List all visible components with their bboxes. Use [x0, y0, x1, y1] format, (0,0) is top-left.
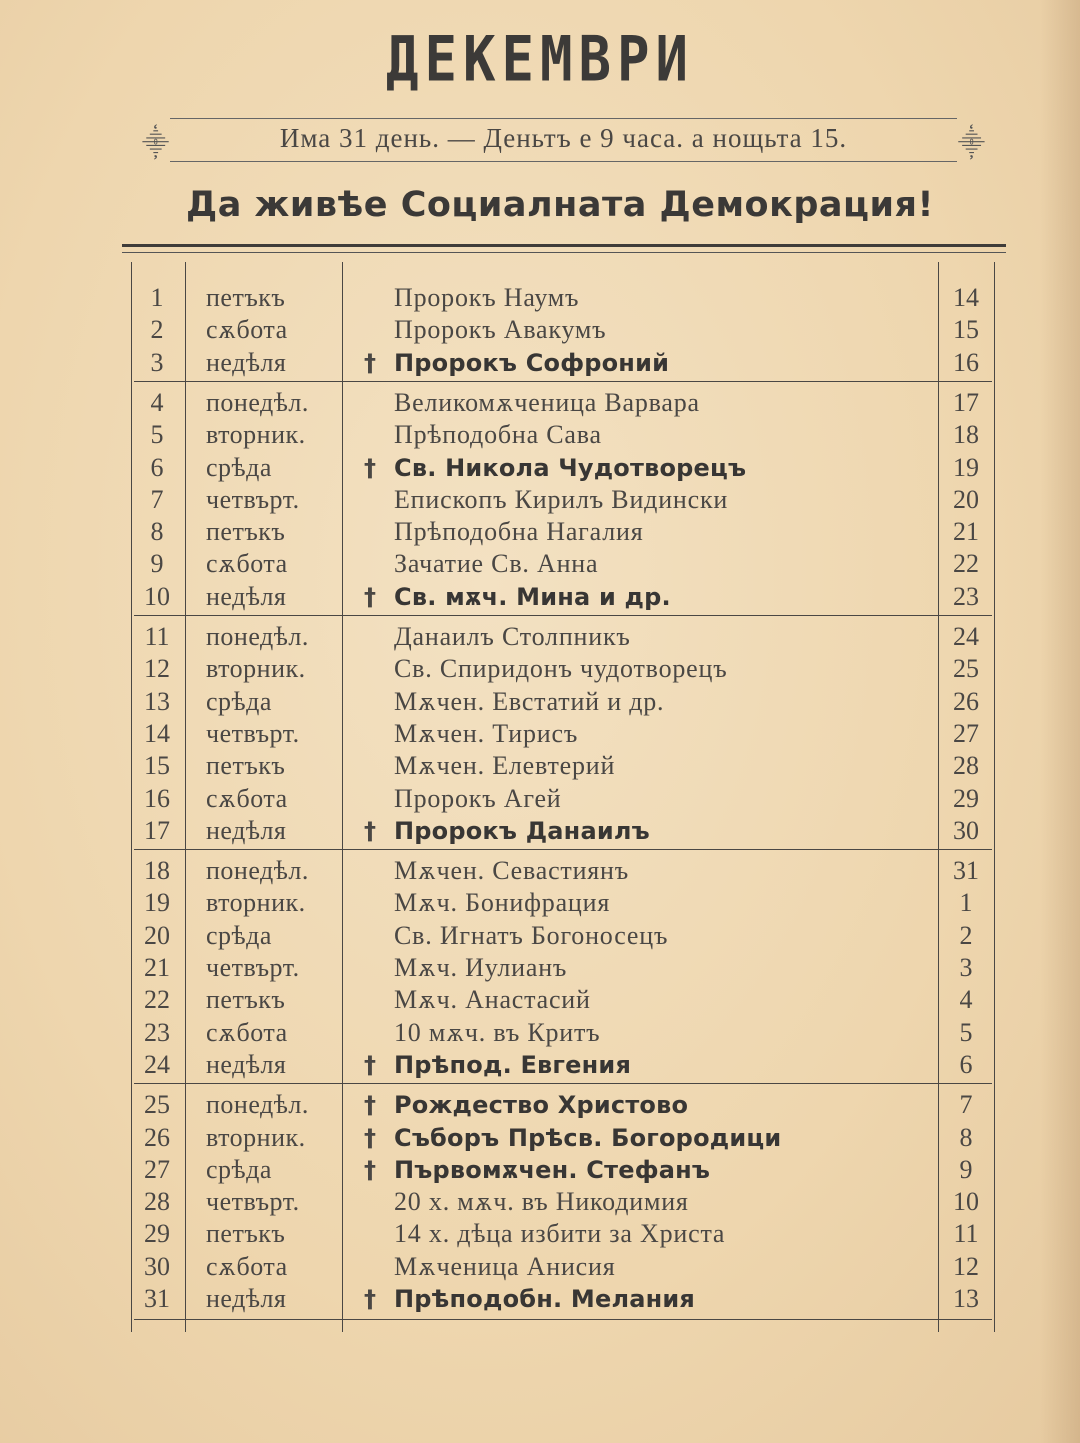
- old-style-date: 23: [953, 581, 979, 611]
- calendar-row: [128, 1251, 998, 1283]
- week-divider: [134, 849, 992, 850]
- day-number: 7: [150, 484, 164, 514]
- calendar-row: [128, 282, 998, 314]
- right-ornament-icon: ⸎: [957, 129, 985, 159]
- day-number: 26: [144, 1122, 170, 1152]
- saint-name: 14 х. дѣца избити за Христа: [394, 1219, 726, 1249]
- old-style-date: 19: [953, 452, 979, 482]
- old-style-date: 22: [953, 549, 979, 579]
- weekday: вторник.: [206, 888, 306, 918]
- weekday: недѣля: [206, 815, 287, 845]
- calendar-row: [128, 920, 998, 952]
- old-style-date: 18: [953, 420, 979, 450]
- weekday: четвърт.: [206, 953, 300, 982]
- day-number: 14: [144, 718, 170, 748]
- old-style-date: 4: [959, 985, 973, 1015]
- day-number: 8: [150, 517, 164, 547]
- day-number: 27: [144, 1154, 170, 1184]
- weekday: недѣля: [206, 581, 287, 611]
- day-number: 30: [144, 1251, 170, 1281]
- old-style-date: 29: [953, 783, 979, 813]
- old-style-date: 10: [953, 1187, 979, 1217]
- day-number: 20: [144, 920, 170, 950]
- old-style-date: 8: [959, 1122, 973, 1152]
- day-number: 22: [144, 985, 170, 1015]
- calendar-row: [128, 783, 998, 815]
- day-number: 6: [150, 452, 164, 482]
- day-number: 12: [144, 654, 170, 684]
- weekday: срѣда: [206, 1154, 272, 1184]
- weekday: срѣда: [206, 920, 272, 950]
- saint-name: Съборъ Прѣсв. Богородици: [394, 1123, 782, 1152]
- calendar-row: [128, 419, 998, 451]
- calendar-row: [128, 984, 998, 1016]
- saint-name: Пророкъ Авакумъ: [394, 315, 607, 345]
- day-number: 9: [150, 549, 164, 579]
- month-info-text: Има 31 день. — Деньтъ е 9 часа. а нощьта 15.: [279, 123, 848, 153]
- old-style-date: 14: [953, 283, 979, 312]
- slogan-rule-thick: [122, 244, 1006, 247]
- day-number: 15: [144, 751, 170, 781]
- day-number: 24: [144, 1049, 170, 1079]
- day-number: 23: [144, 1017, 170, 1047]
- calendar-row: [128, 887, 998, 919]
- old-style-date: 11: [953, 1219, 979, 1249]
- cross-icon: †: [364, 1155, 376, 1184]
- day-number: 16: [144, 783, 170, 813]
- old-style-date: 30: [953, 815, 979, 845]
- day-number: 29: [144, 1219, 170, 1249]
- cross-icon: †: [364, 1123, 376, 1152]
- old-style-date: 21: [953, 517, 979, 547]
- day-number: 21: [144, 953, 170, 982]
- info-rule-top: [170, 118, 957, 119]
- weekday: четвърт.: [206, 1187, 300, 1217]
- saint-name: Мѫч. Бонифрация: [394, 888, 611, 918]
- calendar-row: [128, 1283, 998, 1315]
- calendar-row: [128, 548, 998, 580]
- weekday: недѣля: [206, 1049, 287, 1079]
- old-style-date: 9: [959, 1154, 973, 1184]
- old-style-date: 5: [959, 1017, 973, 1047]
- weekday: петъкъ: [206, 517, 286, 547]
- calendar-row: [128, 1186, 998, 1218]
- saint-name: Св. Никола Чудотворецъ: [394, 453, 747, 482]
- info-rule-bottom: [170, 161, 957, 162]
- weekday: понедѣл.: [206, 622, 309, 651]
- saint-name: 10 мѫч. въ Критъ: [394, 1017, 601, 1047]
- saint-name: Св. мѫч. Мина и др.: [394, 582, 671, 611]
- old-style-date: 7: [959, 1090, 973, 1120]
- cross-icon: †: [364, 453, 376, 482]
- weekday: вторник.: [206, 654, 306, 684]
- weekday: недѣля: [206, 347, 287, 377]
- week-divider: [134, 615, 992, 616]
- calendar-row: [128, 686, 998, 718]
- weekday: четвърт.: [206, 484, 300, 514]
- day-number: 11: [144, 622, 170, 651]
- calendar-row: [128, 314, 998, 346]
- saint-name: Прѣпод. Евгения: [394, 1050, 632, 1079]
- weekday: петъкъ: [206, 1219, 286, 1249]
- day-number: 3: [150, 347, 164, 377]
- calendar-row: [128, 1154, 998, 1186]
- cross-icon: †: [364, 582, 376, 611]
- day-number: 5: [150, 420, 164, 450]
- left-ornament-icon: ⸎: [142, 129, 170, 159]
- day-number: 1: [150, 283, 164, 312]
- calendar-row: [128, 855, 998, 887]
- weekday: сѫбота: [206, 1017, 288, 1047]
- old-style-date: 12: [953, 1251, 979, 1281]
- saint-name: Св. Спиридонъ чудотворецъ: [394, 654, 728, 684]
- saint-name: Първомѫчен. Стефанъ: [394, 1155, 711, 1184]
- weekday: вторник.: [206, 1122, 306, 1152]
- saint-name: Великомѫченица Варвара: [394, 387, 700, 417]
- calendar-row: [128, 750, 998, 782]
- old-style-date: 17: [953, 387, 979, 417]
- saint-name: Мѫчен. Севастиянъ: [394, 856, 630, 886]
- week-divider: [134, 1083, 992, 1084]
- weekday: недѣля: [206, 1284, 287, 1313]
- old-style-date: 20: [953, 484, 979, 514]
- calendar-row: [128, 387, 998, 419]
- saint-name: Мѫчен. Тирисъ: [394, 718, 579, 748]
- day-number: 25: [144, 1090, 170, 1120]
- calendar-row: [128, 581, 998, 613]
- calendar-row: [128, 621, 998, 653]
- calendar-row: [128, 347, 998, 379]
- saint-name: Мѫч. Анастасий: [394, 985, 591, 1015]
- day-number: 19: [144, 888, 170, 918]
- calendar-row: [128, 952, 998, 984]
- old-style-date: 24: [953, 622, 979, 651]
- saint-name: Зачатие Св. Анна: [394, 549, 599, 579]
- saint-name: Пророкъ Софроний: [394, 348, 670, 377]
- weekday: вторник.: [206, 420, 306, 450]
- slogan-rule-thin: [122, 252, 1006, 253]
- old-style-date: 13: [953, 1284, 979, 1313]
- weekday: сѫбота: [206, 1251, 288, 1281]
- day-number: 13: [144, 686, 170, 716]
- day-number: 17: [144, 815, 170, 845]
- calendar-row: [128, 1089, 998, 1121]
- weekday: сѫбота: [206, 315, 288, 345]
- day-number: 28: [144, 1187, 170, 1217]
- old-style-date: 15: [953, 315, 979, 345]
- cross-icon: †: [364, 1050, 376, 1079]
- saint-name: 20 х. мѫч. въ Никодимия: [394, 1187, 689, 1217]
- cross-icon: †: [364, 1091, 376, 1120]
- old-style-date: 25: [953, 654, 979, 684]
- weekday: сѫбота: [206, 549, 288, 579]
- saint-name: Пророкъ Данаилъ: [394, 816, 650, 845]
- calendar-row: [128, 1218, 998, 1250]
- saint-name: Мѫченица Анисия: [394, 1251, 616, 1281]
- weekday: срѣда: [206, 452, 272, 482]
- day-number: 2: [150, 315, 164, 345]
- old-style-date: 1: [959, 888, 973, 918]
- saint-name: Пророкъ Агей: [394, 783, 562, 813]
- calendar-row: [128, 1122, 998, 1154]
- calendar-table: [128, 262, 998, 1332]
- saint-name: Данаилъ Столпникъ: [394, 622, 631, 651]
- calendar-row: [128, 484, 998, 516]
- month-title: ДЕКЕМВРИ: [385, 22, 695, 96]
- weekday: петъкъ: [206, 985, 286, 1015]
- old-style-date: 26: [953, 686, 979, 716]
- day-number: 18: [144, 856, 170, 886]
- cross-icon: †: [364, 816, 376, 845]
- weekday: срѣда: [206, 686, 272, 716]
- weekday: петъкъ: [206, 283, 286, 312]
- weekday: сѫбота: [206, 783, 288, 813]
- saint-name: Св. Игнатъ Богоносецъ: [394, 920, 669, 950]
- saint-name: Пророкъ Наумъ: [394, 283, 580, 312]
- table-bottom-rule: [134, 1319, 992, 1320]
- calendar-row: [128, 718, 998, 750]
- calendar-row: [128, 452, 998, 484]
- saint-name: Мѫчен. Евстатий и др.: [394, 686, 665, 716]
- saint-name: Мѫч. Иулианъ: [394, 953, 568, 982]
- old-style-date: 31: [953, 856, 979, 886]
- saint-name: Прѣподобна Сава: [394, 420, 602, 450]
- old-style-date: 28: [953, 751, 979, 781]
- month-info-bar: [142, 118, 985, 162]
- calendar-row: [128, 516, 998, 548]
- day-number: 10: [144, 581, 170, 611]
- day-number: 4: [150, 387, 164, 417]
- saint-name: Прѣподобна Нагалия: [394, 517, 644, 547]
- weekday: петъкъ: [206, 751, 286, 781]
- calendar-row: [128, 1017, 998, 1049]
- cross-icon: †: [364, 348, 376, 377]
- saint-name: Мѫчен. Елевтерий: [394, 751, 616, 781]
- weekday: понедѣл.: [206, 387, 309, 417]
- calendar-row: [128, 815, 998, 847]
- old-style-date: 3: [959, 953, 973, 982]
- saint-name: Прѣподобн. Мелания: [394, 1285, 696, 1313]
- saint-name: Епископъ Кирилъ Видински: [394, 484, 729, 514]
- calendar-row: [128, 1049, 998, 1081]
- calendar-row: [128, 653, 998, 685]
- old-style-date: 16: [953, 347, 979, 377]
- cross-icon: †: [364, 1285, 376, 1313]
- old-style-date: 27: [953, 718, 979, 748]
- weekday: понедѣл.: [206, 856, 309, 886]
- weekday: понедѣл.: [206, 1090, 309, 1120]
- day-number: 31: [144, 1284, 170, 1313]
- slogan-heading: Да живѣе Социалната Демокрация!: [186, 185, 934, 225]
- weekday: четвърт.: [206, 718, 300, 748]
- old-style-date: 2: [959, 920, 973, 950]
- saint-name: Рождество Христово: [394, 1091, 689, 1120]
- week-divider: [134, 381, 992, 382]
- old-style-date: 6: [959, 1049, 973, 1079]
